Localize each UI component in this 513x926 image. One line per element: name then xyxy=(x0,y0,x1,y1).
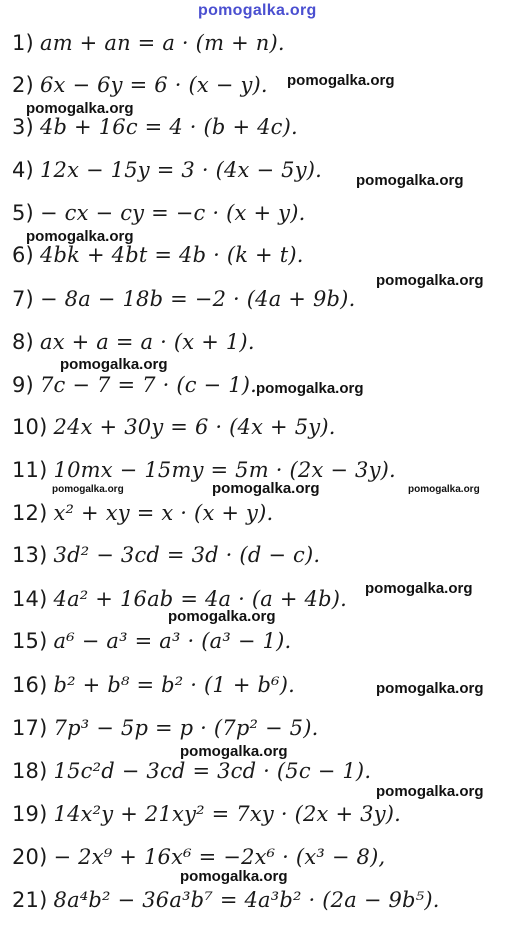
watermark: pomogalka.org xyxy=(52,484,124,495)
equation-expression: 14x²y + 21xy² = 7xy · (2x + 3y). xyxy=(53,802,402,826)
equation-number: 14) xyxy=(12,587,48,611)
equation-expression: x² + xy = x · (x + y). xyxy=(53,501,274,525)
watermark: pomogalka.org xyxy=(356,172,464,189)
equation-expression: 4bk + 4bt = 4b · (k + t). xyxy=(39,243,304,267)
equation-number: 18) xyxy=(12,759,48,783)
equation-20 xyxy=(12,844,385,870)
equation-13 xyxy=(12,542,320,568)
equation-number: 11) xyxy=(12,458,48,482)
equation-6 xyxy=(12,242,304,268)
equation-19 xyxy=(12,801,401,827)
equation-16 xyxy=(12,672,295,698)
equation-5 xyxy=(12,200,305,226)
watermark: pomogalka.org xyxy=(180,868,288,885)
equation-17 xyxy=(12,715,319,741)
equation-number: 9) xyxy=(12,373,34,397)
watermark: pomogalka.org xyxy=(376,272,484,289)
equation-number: 3) xyxy=(12,115,34,139)
equation-18 xyxy=(12,758,371,784)
equation-expression: 15c²d − 3cd = 3cd · (5c − 1). xyxy=(53,759,372,783)
equation-number: 8) xyxy=(12,330,34,354)
equation-12 xyxy=(12,500,273,526)
watermark: pomogalka.org xyxy=(376,783,484,800)
equation-expression: b² + b⁸ = b² · (1 + b⁶). xyxy=(53,673,296,697)
equation-expression: 8a⁴b² − 36a³b⁷ = 4a³b² · (2a − 9b⁵). xyxy=(53,888,440,912)
equation-21 xyxy=(12,887,440,913)
watermark: pomogalka.org xyxy=(26,228,134,245)
equation-expression: 7c − 7 = 7 · (c − 1). xyxy=(39,373,258,397)
equation-expression: 24x + 30y = 6 · (4x + 5y). xyxy=(53,415,336,439)
equation-expression: 4b + 16c = 4 · (b + 4c). xyxy=(39,115,298,139)
equation-number: 16) xyxy=(12,673,48,697)
equation-expression: 6x − 6y = 6 · (x − y). xyxy=(39,73,268,97)
equation-number: 20) xyxy=(12,845,48,869)
equation-expression: 4a² + 16ab = 4a · (a + 4b). xyxy=(53,587,348,611)
equation-4 xyxy=(12,157,322,183)
equation-expression: 10mx − 15my = 5m · (2x − 3y). xyxy=(53,458,396,482)
watermark: pomogalka.org xyxy=(168,608,276,625)
equation-number: 15) xyxy=(12,629,48,653)
equation-expression: 7p³ − 5p = p · (7p² − 5). xyxy=(53,716,319,740)
watermark: pomogalka.org xyxy=(287,72,395,89)
equation-number: 13) xyxy=(12,543,48,567)
equation-2 xyxy=(12,72,268,98)
equation-expression: 12x − 15y = 3 · (4x − 5y). xyxy=(39,158,323,182)
equation-number: 7) xyxy=(12,287,34,311)
equation-9 xyxy=(12,372,257,398)
watermark: pomogalka.org xyxy=(60,356,168,373)
equation-expression: 3d² − 3cd = 3d · (d − c). xyxy=(53,543,321,567)
equation-expression: − cx − cy = −c · (x + y). xyxy=(39,201,306,225)
equation-expression: − 8a − 18b = −2 · (4a + 9b). xyxy=(39,287,356,311)
equation-number: 17) xyxy=(12,716,48,740)
equation-expression: − 2x⁹ + 16x⁶ = −2x⁶ · (x³ − 8), xyxy=(53,845,386,869)
watermark: pomogalka.org xyxy=(408,484,480,495)
equation-number: 2) xyxy=(12,73,34,97)
watermark-top: pomogalka.org xyxy=(198,2,317,19)
watermark: pomogalka.org xyxy=(26,100,134,117)
equation-number: 5) xyxy=(12,201,34,225)
equation-expression: a⁶ − a³ = a³ · (a³ − 1). xyxy=(53,629,292,653)
equation-10 xyxy=(12,414,336,440)
watermark: pomogalka.org xyxy=(365,580,473,597)
equation-7 xyxy=(12,286,355,312)
equation-number: 12) xyxy=(12,501,48,525)
equation-number: 21) xyxy=(12,888,48,912)
equation-15 xyxy=(12,628,291,654)
equation-number: 6) xyxy=(12,243,34,267)
equation-number: 10) xyxy=(12,415,48,439)
equation-1 xyxy=(12,30,285,56)
equation-number: 1) xyxy=(12,31,34,55)
watermark: pomogalka.org xyxy=(376,680,484,697)
equation-expression: ax + a = a · (x + 1). xyxy=(39,330,255,354)
watermark: pomogalka.org xyxy=(256,380,364,397)
watermark: pomogalka.org xyxy=(212,480,320,497)
equation-3 xyxy=(12,114,298,140)
equation-11 xyxy=(12,457,396,483)
equation-number: 4) xyxy=(12,158,34,182)
equation-number: 19) xyxy=(12,802,48,826)
watermark: pomogalka.org xyxy=(180,743,288,760)
equation-8 xyxy=(12,329,255,355)
equation-expression: am + an = a · (m + n). xyxy=(39,31,285,55)
